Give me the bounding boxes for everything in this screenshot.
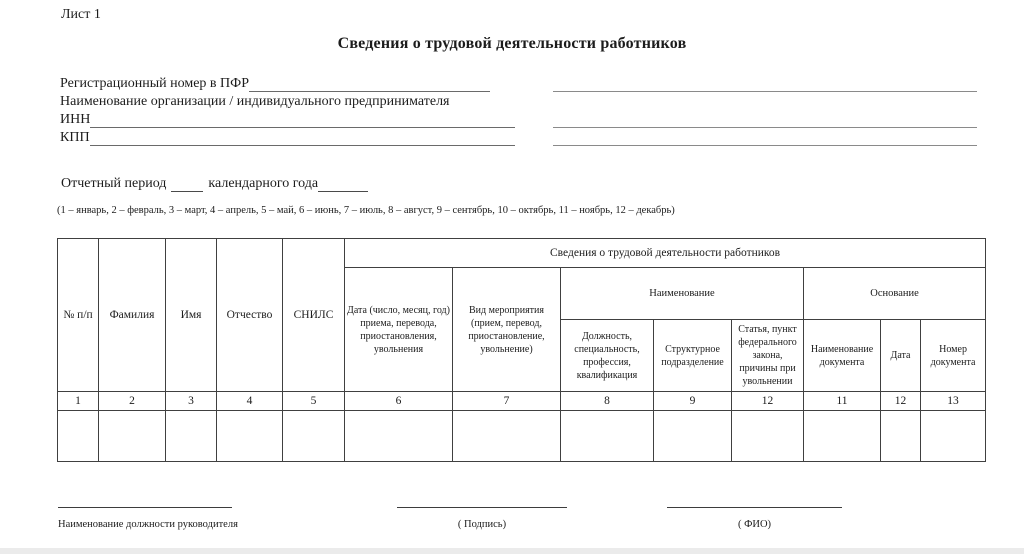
table-group-header: Сведения о трудовой деятельности работников [345,239,986,268]
pfr-reg-number-blank-right [553,77,977,92]
group-header-naimenovanie: Наименование [561,268,804,320]
kpp-label: КПП [60,130,90,145]
numbering-cell: 7 [453,392,561,411]
position-label: Наименование должности руководителя [58,519,238,530]
fio-block [667,507,842,530]
numbering-cell: 6 [345,392,453,411]
column-numbering-row [58,392,986,411]
empty-cell [99,411,166,462]
signature-block [397,507,567,530]
calendar-year-blank [318,177,368,192]
numbering-cell: 5 [283,392,345,411]
empty-cell [217,411,283,462]
spacer [515,127,553,128]
reporting-period-blank [171,177,203,192]
pfr-reg-number-label: Регистрационный номер в ПФР [60,76,249,91]
numbering-cell: 3 [166,392,217,411]
numbering-cell: 12 [881,392,921,411]
col-header-article: Статья, пункт федерального закона, причины при увольнении [732,320,804,392]
empty-cell [345,411,453,462]
signature-label: ( Подпись) [457,519,507,530]
numbering-cell: 1 [58,392,99,411]
empty-cell [804,411,881,462]
col-header-event-type: Вид мероприятия (прием, перевод, приостановление, увольнение) [453,268,561,392]
col-header-doc-name: Наименование документа [804,320,881,392]
empty-cell [453,411,561,462]
empty-data-row [58,411,986,462]
page-title: Сведения о трудовой деятельности работников [337,35,687,52]
calendar-year-label: календарного года [208,176,319,191]
col-header-patronymic: Отчество [217,239,283,392]
inn-blank-right [553,113,977,128]
spacer [515,145,553,146]
col-header-name: Имя [166,239,217,392]
col-header-department: Структурное подразделение [654,320,732,392]
position-signature-block [58,507,238,530]
empty-cell [654,411,732,462]
fio-label: ( ФИО) [737,519,772,530]
col-header-surname: Фамилия [99,239,166,392]
empty-cell [58,411,99,462]
empty-cell [166,411,217,462]
empty-cell [283,411,345,462]
col-header-snils: СНИЛС [283,239,345,392]
numbering-cell: 9 [654,392,732,411]
kpp-blank-right [553,131,977,146]
kpp-row [60,128,977,146]
col-header-doc-date: Дата [881,320,921,392]
numbering-cell: 8 [561,392,654,411]
numbering-cell: 2 [99,392,166,411]
org-name-label: Наименование организации / индивидуального предпринимателя [60,94,450,109]
inn-label: ИНН [60,112,91,127]
months-legend: (1 – январь, 2 – февраль, 3 – март, 4 – апрель, 5 – май, 6 – июнь, 7 – июль, 8 – август, 9 – сентябрь, 10 – октябрь, 11 – ноябрь, 12 – декабрь) [57,205,675,216]
employees-activity-table [57,238,986,462]
sheet-label: Лист 1 [61,7,101,22]
numbering-cell: 12 [732,392,804,411]
page-bottom-edge [0,548,1024,554]
col-header-date: Дата (число, месяц, год) приема, перевода, приостановления, увольнения [345,268,453,392]
org-name-row [60,92,977,110]
group-header-osnovanie: Основание [804,268,986,320]
numbering-cell: 4 [217,392,283,411]
inn-blank [90,113,515,128]
col-header-npp: № п/п [58,239,99,392]
numbering-cell: 13 [921,392,986,411]
empty-cell [921,411,986,462]
empty-cell [881,411,921,462]
pfr-reg-number-row [60,74,977,92]
empty-cell [732,411,804,462]
spacer [490,91,553,92]
reporting-period-label: Отчетный период [61,176,167,191]
reporting-period-line [61,174,368,192]
numbering-cell: 11 [804,392,881,411]
registration-info-block [60,74,977,146]
table-header-row-1 [58,239,986,268]
col-header-doc-number: Номер документа [921,320,986,392]
inn-row [60,110,977,128]
pfr-reg-number-blank [249,77,490,92]
col-header-position: Должность, специальность, профессия, квалификация [561,320,654,392]
kpp-blank [90,131,515,146]
empty-cell [561,411,654,462]
